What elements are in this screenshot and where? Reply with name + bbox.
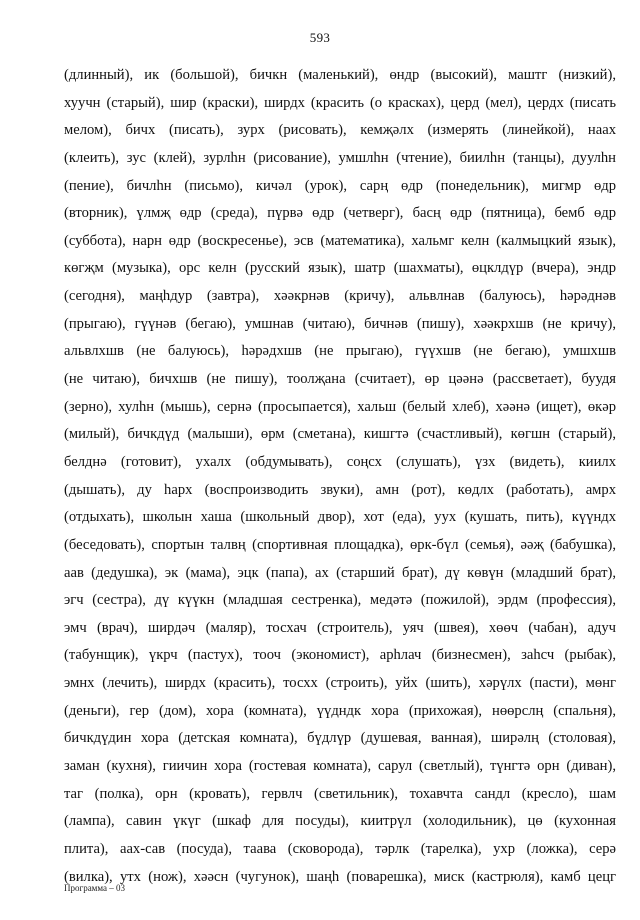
text-line: хуучн (старый), шир (краски), ширдх (красить (о красках), церд (мел), цердх (писать [64, 94, 616, 111]
text-line: альвлхшв (не балуюсь), һәрәдхшв (не прыгаю), гүүхшв (не бегаю), умшхшв [64, 343, 616, 360]
text-line: (дышать), ду һарх (воспроизводить звуки), амн (рот), көдлх (работать), амрх [64, 481, 616, 498]
text-line: бичкдүдин хора (детская комната), бүдлүр (душевая, ванная), ширәлң (столовая), [64, 730, 616, 747]
text-line: көгҗм (музыка), орс келн (русский язык), шатр (шахматы), өцклдүр (вчера), эндр [64, 260, 616, 277]
text-line: (вторник), үлмҗ өдр (среда), пүрвә өдр (четверг), басң өдр (пятница), бемб өдр [64, 205, 616, 222]
text-line: плита), аах-сав (посуда), таава (сковорода), тәрлк (тарелка), ухр (ложка), серә [64, 840, 616, 857]
text-line: (не читаю), бичхшв (не пишу), тоолҗана (считает), өр цәәнә (рассветает), буудя [64, 371, 616, 388]
text-line: (милый), бичкдүд (малыши), өрм (сметана), кишгтә (счастливый), көгшн (старый), [64, 426, 616, 443]
text-line: (пение), бичлһн (письмо), кичәл (урок), сарң өдр (понедельник), мигмр өдр [64, 177, 616, 194]
page-number: 593 [309, 30, 331, 45]
text-line: (табунщик), үкрч (пастух), тооч (экономист), арһлач (бизнесмен), заһсч (рыбак), [64, 647, 616, 664]
text-line: эгч (сестра), дү күүкн (младшая сестренка), медәтә (пожилой), эрдм (профессия), [64, 592, 616, 609]
text-line: (вилка), утх (нож), хәәсн (чугунок), шаңһ (поварешка), миск (кастрюля), камб цецг [64, 868, 616, 885]
page-footer: Программа – 03 [64, 883, 126, 893]
text-line: (зерно), хулһн (мышь), сернә (просыпается), хальш (белый хлеб), хәәнә (ищет), өкәр [64, 398, 616, 415]
text-line: эмнх (лечить), ширдх (красить), тосхх (строить), уйх (шить), хәрүлх (пасти), мөнг [64, 675, 616, 692]
text-line: (суббота), нарн өдр (воскресенье), эсв (математика), хальмг келн (калмыцкий язык), [64, 232, 616, 249]
text-line: аав (дедушка), эк (мама), эцк (папа), ах (старший брат), дү көвүн (младший брат), [64, 564, 616, 581]
text-line: (прыгаю), гүүнәв (бегаю), умшнав (читаю), бичнәв (пишу), хәәкрхшв (не кричу), [64, 315, 616, 332]
text-line: таг (полка), орн (кровать), гервлч (светильник), тохавчта сандл (кресло), шам [64, 785, 616, 802]
text-line: эмч (врач), ширдәч (маляр), тосхач (строитель), уяч (швея), хөөч (чабан), адуч [64, 619, 616, 636]
text-line: (длинный), ик (большой), бичкн (маленький), өндр (высокий), маштг (низкий), [64, 67, 616, 83]
body-text [64, 62, 616, 891]
text-line: (деньги), гер (дом), хора (комната), үүдндк хора (прихожая), нөөрслң (спальня), [64, 702, 616, 719]
text-line: (клеить), зус (клей), зурлһн (рисование), умшлһн (чтение), биилһн (танцы), дуулһн [64, 149, 616, 166]
text-line: мелом), бичх (писать), зурх (рисовать), кемҗәлх (измерять (линейкой), наах [64, 122, 616, 139]
text-line: (лампа), савин үкүг (шкаф для посуды), киитрүл (холодильник), цө (кухонная [64, 813, 616, 830]
text-line: белднә (готовит), ухалх (обдумывать), соңсх (слушать), үзх (видеть), киилх [64, 453, 616, 470]
text-line: заман (кухня), гиичин хора (гостевая комната), сарул (светлый), түнгтә орн (диван), [64, 758, 616, 775]
text-line: (сегодня), маңһдур (завтра), хәәкрнәв (кричу), альвлнав (балуюсь), һәрәднәв [64, 288, 616, 305]
text-line: (отдыхать), школын хаша (школьный двор), хот (еда), уух (кушать, пить), күүндх [64, 509, 616, 526]
text-line: (беседовать), спортын талвң (спортивная площадка), өрк-бүл (семья), әәҗ (бабушка), [64, 536, 616, 553]
